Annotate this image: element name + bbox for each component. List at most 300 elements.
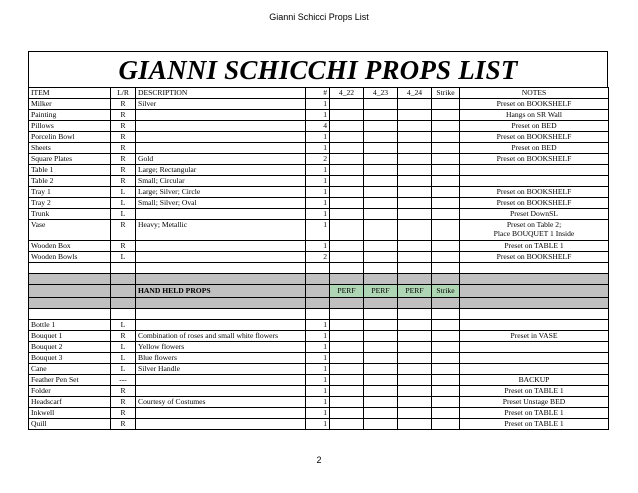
check-cell [398,143,432,154]
check-cell [432,154,460,165]
lr-cell: R [111,331,136,342]
check-cell [432,99,460,110]
count-cell: 1 [306,132,330,143]
check-cell [330,364,364,375]
item-cell: Feather Pen Set [29,375,111,386]
props-table [28,87,609,430]
description-cell [136,408,306,419]
notes-cell: Preset on TABLE 1 [460,386,609,397]
check-cell [364,165,398,176]
lr-cell: R [111,110,136,121]
check-cell [432,386,460,397]
item-cell: Headscarf [29,397,111,408]
check-cell [330,121,364,132]
check-cell [398,241,432,252]
check-cell [398,220,432,241]
notes-cell: BACKUP [460,375,609,386]
notes-cell: Preset on BED [460,121,609,132]
spacer-cell [136,298,306,309]
check-cell [398,187,432,198]
check-cell [330,353,364,364]
lr-cell: L [111,198,136,209]
table-row [29,165,609,176]
notes-line: Preset on Table 2; [506,220,562,229]
check-cell [432,397,460,408]
spacer-cell [432,274,460,285]
check-cell [398,320,432,331]
count-cell: 1 [306,364,330,375]
item-cell: Tray 2 [29,198,111,209]
spacer-cell [364,274,398,285]
check-cell [330,386,364,397]
check-cell [432,165,460,176]
check-cell [330,320,364,331]
description-cell: Large; Silver; Circle [136,187,306,198]
spacer-cell [29,274,111,285]
check-cell [330,187,364,198]
table-row [29,408,609,419]
notes-cell: Preset on BED [460,143,609,154]
spacer-cell [29,263,111,274]
notes-cell: Preset in VASE [460,331,609,342]
count-cell: 1 [306,241,330,252]
spacer-cell [398,298,432,309]
spacer-cell [432,309,460,320]
check-cell [398,121,432,132]
strike-header: Strike [432,285,460,298]
col-header-notes: NOTES [460,88,609,99]
spacer-cell [111,274,136,285]
spacer-cell [29,309,111,320]
lr-cell: R [111,121,136,132]
description-cell: Heavy; Metallic [136,220,306,241]
check-cell [330,220,364,241]
table-row [29,386,609,397]
lr-cell: R [111,419,136,430]
count-cell: 1 [306,187,330,198]
item-cell: Cane [29,364,111,375]
lr-cell: R [111,241,136,252]
notes-cell: Preset DownSL [460,209,609,220]
table-row [29,397,609,408]
check-cell [432,419,460,430]
item-cell: Quill [29,419,111,430]
check-cell [432,331,460,342]
count-cell: 2 [306,252,330,263]
count-cell: 1 [306,209,330,220]
lr-cell: L [111,342,136,353]
spacer-cell [330,298,364,309]
check-cell [364,154,398,165]
lr-cell: L [111,353,136,364]
check-cell [398,342,432,353]
item-cell: Bouquet 2 [29,342,111,353]
spacer-row [29,298,609,309]
check-cell [364,176,398,187]
check-cell [398,132,432,143]
count-cell: 1 [306,386,330,397]
check-cell [330,132,364,143]
notes-cell [460,364,609,375]
table-row [29,209,609,220]
check-cell [432,176,460,187]
check-cell [364,143,398,154]
spacer-cell [29,285,111,298]
spacer-cell [306,263,330,274]
notes-cell: Preset on TABLE 1 [460,419,609,430]
check-cell [330,176,364,187]
description-cell [136,110,306,121]
check-cell [398,419,432,430]
check-cell [432,143,460,154]
count-cell: 2 [306,154,330,165]
check-cell [398,176,432,187]
count-cell: 1 [306,176,330,187]
notes-cell [460,176,609,187]
check-cell [432,342,460,353]
check-cell [398,353,432,364]
col-header-4-22: 4_22 [330,88,364,99]
check-cell [364,375,398,386]
hand-held-header-row [29,285,609,298]
spacer-cell [398,263,432,274]
check-cell [432,252,460,263]
table-row [29,110,609,121]
check-cell [364,342,398,353]
count-cell: 1 [306,353,330,364]
item-cell: Pillows [29,121,111,132]
table-row [29,198,609,209]
check-cell [432,187,460,198]
item-cell: Wooden Bowls [29,252,111,263]
table-row [29,176,609,187]
item-cell: Table 2 [29,176,111,187]
check-cell [432,110,460,121]
check-cell [364,331,398,342]
table-row [29,331,609,342]
description-cell: Yellow flowers [136,342,306,353]
count-cell: 1 [306,331,330,342]
lr-cell: L [111,320,136,331]
spacer-cell [111,309,136,320]
check-cell [432,364,460,375]
col-header-item: ITEM [29,88,111,99]
check-cell [364,364,398,375]
notes-cell [460,353,609,364]
description-cell: Small; Silver; Oval [136,198,306,209]
notes-cell: Preset on BOOKSHELF [460,154,609,165]
check-cell [364,397,398,408]
table-row [29,143,609,154]
item-cell: Wooden Box [29,241,111,252]
check-cell [330,165,364,176]
item-cell: Bouquet 3 [29,353,111,364]
lr-cell: L [111,209,136,220]
check-cell [398,397,432,408]
description-cell [136,143,306,154]
check-cell [330,154,364,165]
item-cell: Square Plates [29,154,111,165]
notes-cell: Preset on TABLE 1 [460,408,609,419]
perf-header: PERF [398,285,432,298]
check-cell [330,331,364,342]
count-cell: 1 [306,408,330,419]
notes-cell: Preset on TABLE 1 [460,241,609,252]
spacer-cell [306,274,330,285]
check-cell [330,209,364,220]
lr-cell: R [111,408,136,419]
check-cell [398,252,432,263]
check-cell [398,198,432,209]
check-cell [432,220,460,241]
check-cell [364,241,398,252]
col-header-lr: L/R [111,88,136,99]
count-cell: 1 [306,165,330,176]
spacer-cell [306,309,330,320]
lr-cell: --- [111,375,136,386]
check-cell [364,220,398,241]
table-row [29,342,609,353]
description-cell: Large; Rectangular [136,165,306,176]
check-cell [364,121,398,132]
check-cell [364,408,398,419]
check-cell [364,209,398,220]
notes-cell: Preset on BOOKSHELF [460,99,609,110]
check-cell [398,364,432,375]
check-cell [364,187,398,198]
check-cell [432,198,460,209]
check-cell [330,252,364,263]
check-cell [398,375,432,386]
spacer-cell [330,263,364,274]
notes-cell [460,320,609,331]
check-cell [398,154,432,165]
spacer-cell [330,274,364,285]
item-cell: Folder [29,386,111,397]
lr-cell: L [111,187,136,198]
spacer-row [29,309,609,320]
item-cell: Sheets [29,143,111,154]
item-cell: Vase [29,220,111,241]
table-row [29,99,609,110]
description-cell: Silver [136,99,306,110]
table-header-row [29,88,609,99]
check-cell [398,408,432,419]
page-number: 2 [316,455,322,465]
perf-header: PERF [364,285,398,298]
item-cell: Tray 1 [29,187,111,198]
count-cell: 1 [306,320,330,331]
col-header-description: DESCRIPTION [136,88,306,99]
lr-cell: R [111,176,136,187]
spacer-row [29,274,609,285]
count-cell: 1 [306,419,330,430]
check-cell [432,132,460,143]
spacer-cell [306,285,330,298]
item-cell: Milker [29,99,111,110]
check-cell [364,110,398,121]
description-cell [136,252,306,263]
notes-cell [460,165,609,176]
description-cell: Small; Circular [136,176,306,187]
table-row [29,241,609,252]
document-header: Gianni Schicci Props List [269,12,369,22]
description-cell [136,132,306,143]
item-cell: Bottle 1 [29,320,111,331]
check-cell [432,375,460,386]
spacer-cell [306,298,330,309]
notes-cell: Preset on BOOKSHELF [460,252,609,263]
count-cell: 1 [306,342,330,353]
spacer-cell [364,309,398,320]
check-cell [364,252,398,263]
spacer-cell [432,263,460,274]
check-cell [432,121,460,132]
notes-cell: Preset Unstage BED [460,397,609,408]
table-row [29,364,609,375]
spacer-cell [29,298,111,309]
check-cell [432,209,460,220]
spacer-cell [460,263,609,274]
check-cell [398,165,432,176]
item-cell: Porcelin Bowl [29,132,111,143]
check-cell [398,331,432,342]
table-row [29,121,609,132]
lr-cell: R [111,132,136,143]
description-cell [136,320,306,331]
notes-cell: Preset on BOOKSHELF [460,198,609,209]
spacer-cell [398,274,432,285]
check-cell [330,408,364,419]
notes-cell: Preset on BOOKSHELF [460,187,609,198]
check-cell [364,320,398,331]
table-row [29,419,609,430]
check-cell [330,198,364,209]
check-cell [364,99,398,110]
count-cell: 1 [306,143,330,154]
check-cell [364,198,398,209]
item-cell: Painting [29,110,111,121]
table-row [29,375,609,386]
description-cell: Gold [136,154,306,165]
check-cell [330,99,364,110]
check-cell [432,241,460,252]
section-label: HAND HELD PROPS [136,285,306,298]
lr-cell: R [111,220,136,241]
notes-line: Place BOUQUET 1 Inside [493,229,575,238]
check-cell [330,375,364,386]
description-cell [136,419,306,430]
check-cell [330,241,364,252]
table-row [29,132,609,143]
table-row [29,154,609,165]
col-header-4-24: 4_24 [398,88,432,99]
spacer-cell [460,285,609,298]
check-cell [364,353,398,364]
table-row [29,353,609,364]
table-row [29,320,609,331]
description-cell: Blue flowers [136,353,306,364]
notes-cell: Hangs on SR Wall [460,110,609,121]
table-row [29,252,609,263]
check-cell [364,132,398,143]
spacer-cell [460,274,609,285]
check-cell [330,342,364,353]
item-cell: Trunk [29,209,111,220]
lr-cell: L [111,364,136,375]
description-cell: Combination of roses and small white flowers [136,331,306,342]
lr-cell: R [111,397,136,408]
spacer-cell [432,298,460,309]
col-header-4-23: 4_23 [364,88,398,99]
check-cell [330,397,364,408]
spacer-cell [136,274,306,285]
spacer-cell [460,298,609,309]
notes-cell [460,220,609,241]
check-cell [364,386,398,397]
col-header-count: # [306,88,330,99]
item-cell: Inkwell [29,408,111,419]
check-cell [398,209,432,220]
description-cell [136,386,306,397]
col-header-strike: Strike [432,88,460,99]
count-cell: 4 [306,121,330,132]
check-cell [330,419,364,430]
table-row [29,187,609,198]
spacer-cell [111,298,136,309]
spacer-cell [136,263,306,274]
count-cell: 1 [306,110,330,121]
spacer-cell [460,309,609,320]
check-cell [364,419,398,430]
count-cell: 1 [306,220,330,241]
check-cell [432,408,460,419]
item-cell: Bouquet 1 [29,331,111,342]
description-cell [136,209,306,220]
lr-cell: R [111,154,136,165]
spacer-cell [111,285,136,298]
page-title: GIANNI SCHICCHI PROPS LIST [118,55,518,85]
lr-cell: L [111,252,136,263]
lr-cell: R [111,143,136,154]
notes-cell [460,342,609,353]
check-cell [398,99,432,110]
lr-cell: R [111,386,136,397]
description-cell: Silver Handle [136,364,306,375]
description-cell: Courtesy of Costumes [136,397,306,408]
spacer-cell [364,263,398,274]
spacer-cell [330,309,364,320]
check-cell [330,110,364,121]
table-row [29,220,609,241]
description-cell [136,241,306,252]
item-cell: Table 1 [29,165,111,176]
description-cell [136,121,306,132]
count-cell: 1 [306,397,330,408]
spacer-cell [398,309,432,320]
count-cell: 1 [306,375,330,386]
lr-cell: R [111,165,136,176]
title-box [28,51,608,87]
check-cell [398,110,432,121]
lr-cell: R [111,99,136,110]
spacer-row [29,263,609,274]
notes-cell: Preset on BOOKSHELF [460,132,609,143]
description-cell [136,375,306,386]
count-cell: 1 [306,99,330,110]
count-cell: 1 [306,198,330,209]
check-cell [398,386,432,397]
